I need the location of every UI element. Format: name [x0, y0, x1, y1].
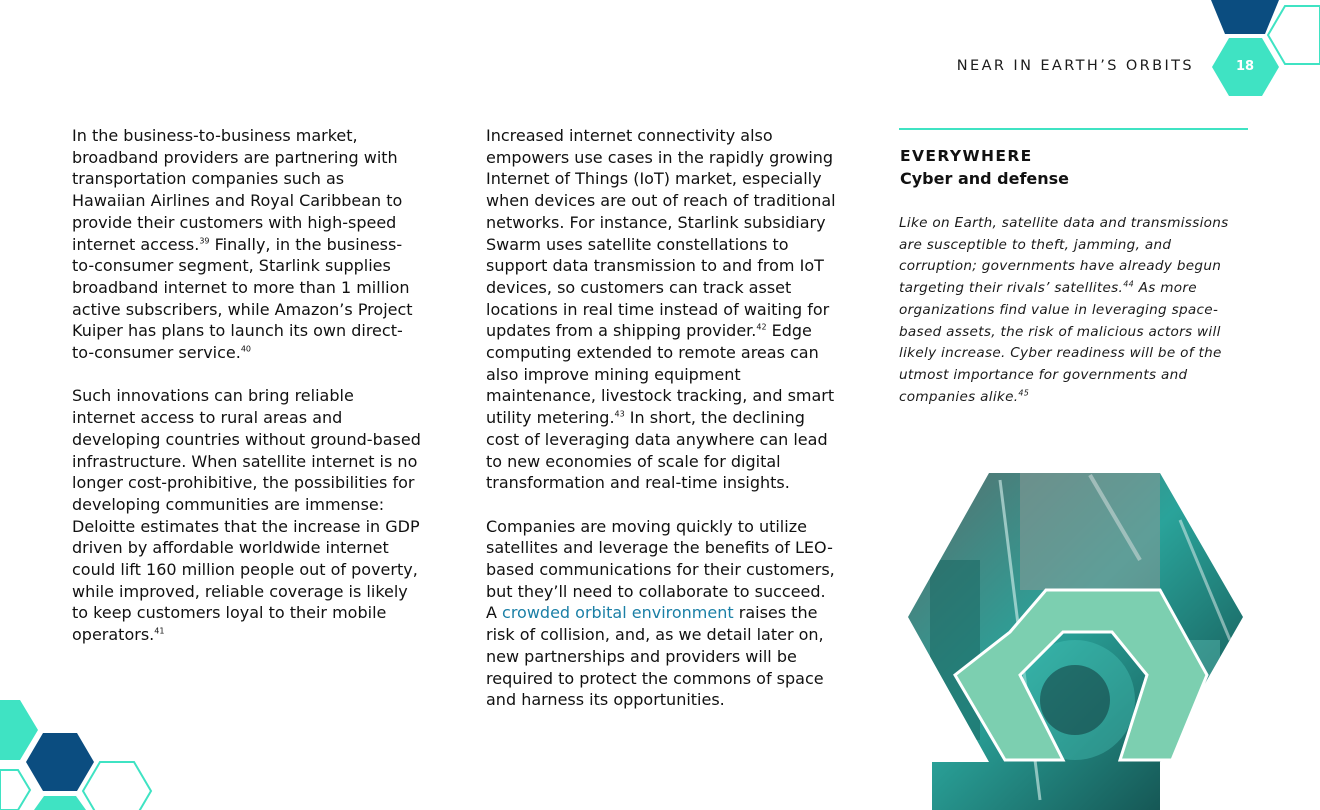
sidebar-kicker: EVERYWHERE — [900, 147, 1033, 165]
crowded-orbital-environment-link[interactable]: crowded orbital environment — [502, 603, 734, 623]
footnote-ref: 42 — [756, 323, 767, 332]
paragraph: Such innovations can bring reliable internet access to rural areas and developing countries without ground-based infrastructure. When satellite internet is no longer cost-prohibitive, the possibilities for developing communities are immense: Deloitte estimates that the increase in GDP driven by affordable worldwide internet could lift 160 million people out of poverty, while improved, reliable coverage is likely to keep customers loyal to their mobile operators.$^{41}$ — [72, 386, 421, 645]
footnote-ref: 44 — [1123, 279, 1134, 289]
footnote-ref: 39 — [199, 236, 210, 246]
footnote-ref: 43 — [614, 409, 625, 419]
footnote-ref: 41 — [154, 626, 165, 636]
sidebar-subhead: Cyber and defense — [900, 169, 1070, 188]
hex-outline-bottom — [83, 762, 151, 810]
hex-teal-bottom — [34, 796, 86, 810]
section-title: NEAR IN EARTH’S ORBITS — [956, 58, 1194, 74]
sidebar-rule — [899, 128, 1248, 130]
hex-navy-top — [1211, 0, 1279, 34]
paragraph: Companies are moving quickly to utilize satellites and leverage the benefits of LEO-based communications for their customers, but they’ll need to collaborate to succeed. A crowded orbital environment raises the risk of collision, and, as we detail later on, new partnerships and providers will be required to protect the commons of space and harness its opportunities. — [486, 516, 835, 710]
column-middle — [486, 125, 838, 733]
space-station-photo — [900, 470, 1250, 810]
sidebar-quote: Like on Earth, satellite data and transmissions are susceptible to theft, jamming, and corruption; governments have already begun targeting their rivals’ satellites.$^{44}$ As more organizations find value in leveraging space-based assets, the risk of malicious actors will likely increase. Cyber readiness will be of the utmost importance for governments and companies alike.$^{45}$ — [899, 215, 1229, 405]
hex-outline-left — [0, 770, 30, 810]
footnote-ref: 45 — [1018, 388, 1030, 398]
hex-teal-left — [0, 700, 38, 760]
column-left — [72, 125, 422, 668]
hex-navy-bottom — [26, 733, 94, 791]
paragraph: Increased internet connectivity also empowers use cases in the rapidly growing Internet of Things (IoT) market, especially when devices are out of reach of traditional networks. For instance, Starlink subsidiary Swarm uses satellite constellations to support data transmission to and from IoT devices, so customers can track asset locations in real time instead of waiting for updates from a shipping provider.$^{42}$ Edge computing extended to remote areas can also improve mining equipment maintenance, livestock tracking, and smart utility metering.$^{43}$ In short, the declining cost of leveraging data anywhere can lead to new economies of scale for digital transformation and real-time insights. — [486, 126, 836, 493]
page-number: 18 — [1235, 59, 1255, 74]
paragraph: In the business-to-business market, broadband providers are partnering with transportation companies such as Hawaiian Airlines and Royal Caribbean to provide their customers with high-speed internet access.$^{39}$ Finally, in the business-to-consumer segment, Starlink supplies broadband internet to more than 1 million active subscribers, while Amazon’s Project Kuiper has plans to launch its own direct-to-consumer service.$^{40}$ — [72, 126, 413, 363]
footnote-ref: 40 — [240, 344, 252, 354]
